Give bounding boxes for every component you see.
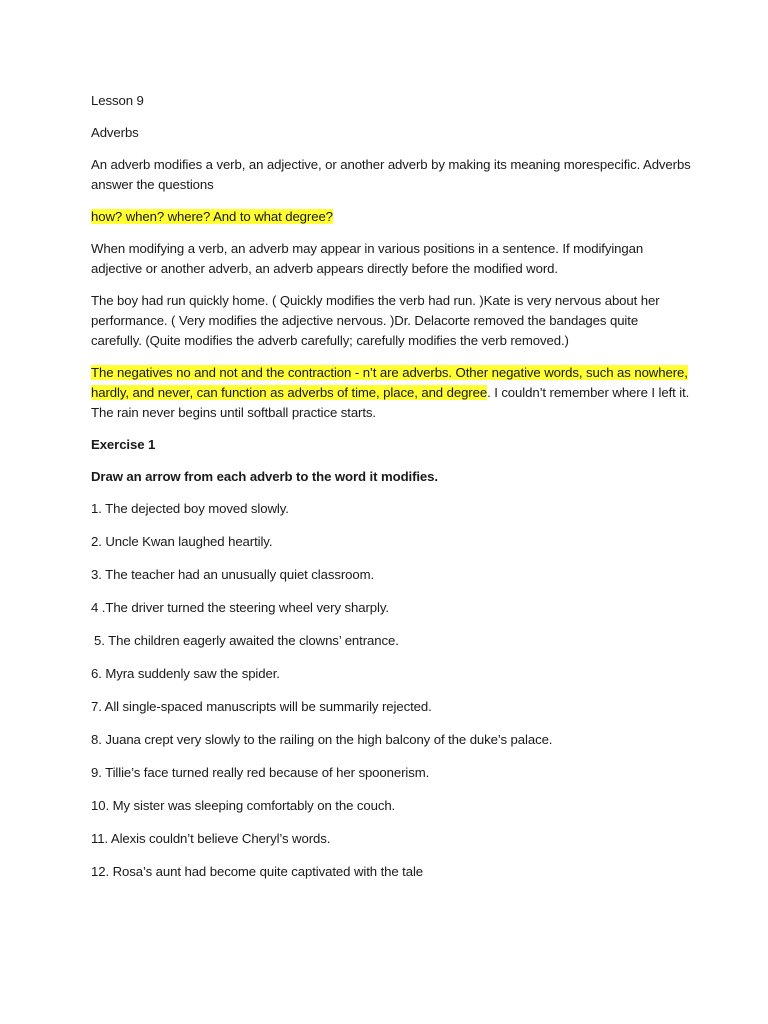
exercise-title: Exercise 1: [91, 437, 156, 452]
negatives-tail: . I couldn’t remember where I left it. The rain never begins until softball practice starts.: [91, 385, 690, 420]
negatives-paragraph: [91, 363, 691, 423]
questions-highlight: how? when? where? And to what degree?: [91, 209, 333, 224]
lesson-title: Lesson 9: [91, 93, 144, 108]
negatives-highlight: The negatives no and not and the contraction - n’t are adverbs. Other negative words, such as nowhere, hardly, and never, can function as adverbs of time, place, and degree: [91, 365, 688, 400]
exercise-item: 2. Uncle Kwan laughed heartily.: [91, 534, 273, 549]
exercise-item: 1. The dejected boy moved slowly.: [91, 501, 289, 516]
exercise-item: 8. Juana crept very slowly to the railing on the high balcony of the duke’s palace.: [91, 732, 553, 747]
document-content: [91, 91, 691, 895]
exercise-item: 7. All single-spaced manuscripts will be summarily rejected.: [91, 699, 432, 714]
examples-paragraph: The boy had run quickly home. ( Quickly modifies the verb had run. )Kate is very nervous about her performance. ( Very modifies the adjective nervous. )Dr. Delacorte removed the bandages quite carefully. (Quite modifies the adverb carefully; carefully modifies the verb removed.): [91, 293, 660, 348]
exercise-item: 6. Myra suddenly saw the spider.: [91, 666, 280, 681]
exercise-item: 3. The teacher had an unusually quiet classroom.: [91, 567, 375, 582]
exercise-item: 5. The children eagerly awaited the clowns’ entrance.: [94, 633, 399, 648]
exercise-item: 4 .The driver turned the steering wheel very sharply.: [91, 600, 389, 615]
exercise-item: 11. Alexis couldn’t believe Cheryl’s words.: [91, 831, 331, 846]
exercise-instruction: Draw an arrow from each adverb to the word it modifies.: [91, 469, 438, 484]
questions-line: [91, 207, 691, 227]
exercise-item: 10. My sister was sleeping comfortably on the couch.: [91, 798, 396, 813]
exercise-item: 9. Tillie’s face turned really red because of her spoonerism.: [91, 765, 430, 780]
positions-paragraph: When modifying a verb, an adverb may appear in various positions in a sentence. If modifyingan adjective or another adverb, an adverb appears directly before the modified word.: [91, 241, 644, 276]
exercise-item: 12. Rosa’s aunt had become quite captivated with the tale: [91, 864, 424, 879]
exercise-list: [91, 499, 691, 882]
definition-paragraph: An adverb modifies a verb, an adjective, or another adverb by making its meaning morespecific. Adverbs answer the questions: [91, 157, 691, 192]
topic-heading: Adverbs: [91, 125, 139, 140]
